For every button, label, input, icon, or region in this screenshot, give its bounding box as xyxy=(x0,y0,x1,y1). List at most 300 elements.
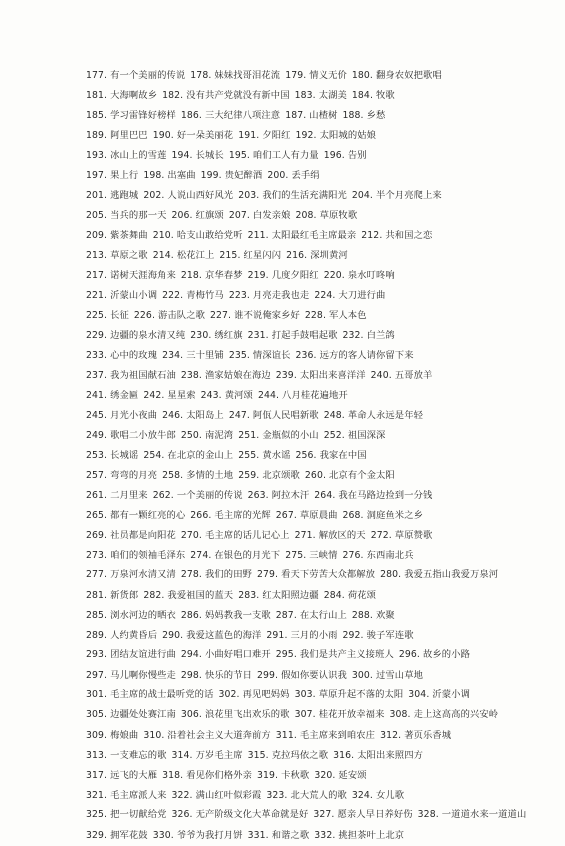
song-title: 诺树天涯海角来 xyxy=(110,270,176,281)
song-item xyxy=(181,430,233,441)
song-number: 195. xyxy=(228,150,250,161)
song-item xyxy=(238,590,319,601)
song-title: 北京有个金太阳 xyxy=(329,470,395,481)
song-title: 我在马路边捡到一分钱 xyxy=(338,490,433,501)
song-title: 五哥放羊 xyxy=(394,370,433,381)
song-title: 京华春梦 xyxy=(205,270,243,281)
song-number: 316. xyxy=(333,750,355,761)
song-item xyxy=(162,90,289,101)
song-title: 泉水叮咚响 xyxy=(347,270,395,281)
song-item xyxy=(86,830,148,841)
song-number: 325. xyxy=(86,809,108,820)
song-item xyxy=(181,610,271,621)
song-number: 274. xyxy=(190,550,212,561)
song-number: 281. xyxy=(86,590,108,601)
song-title: 克拉玛依之歌 xyxy=(271,750,329,761)
song-item xyxy=(257,569,375,580)
song-number: 243. xyxy=(200,390,222,401)
song-number: 180. xyxy=(351,70,373,81)
song-item xyxy=(229,150,319,161)
song-list-line xyxy=(86,426,543,446)
song-title: 大刀进行曲 xyxy=(338,290,386,301)
song-title: 三月的小雨 xyxy=(290,630,338,641)
song-number: 278. xyxy=(180,569,202,580)
song-list-line xyxy=(86,286,543,306)
song-title: 女儿歌 xyxy=(376,790,405,801)
song-item xyxy=(371,530,433,541)
song-number: 330. xyxy=(152,830,174,841)
song-number: 285. xyxy=(86,610,108,621)
song-number: 289. xyxy=(86,630,108,641)
song-title: 有一个美丽的传说 xyxy=(110,70,186,81)
song-item xyxy=(86,230,148,241)
song-number: 179. xyxy=(285,70,307,81)
song-number: 215. xyxy=(219,250,241,261)
song-title: 二月里来 xyxy=(110,490,148,501)
song-number: 276. xyxy=(342,550,364,561)
song-list-line xyxy=(86,206,543,226)
song-number: 304. xyxy=(408,689,430,700)
song-item xyxy=(314,290,385,301)
song-item xyxy=(181,569,252,580)
song-number: 227. xyxy=(210,310,232,321)
song-item xyxy=(153,130,234,141)
song-title: 深圳黄河 xyxy=(310,250,348,261)
song-item xyxy=(86,90,157,101)
song-title: 欢聚 xyxy=(376,610,395,621)
song-title: 一道道水来一道道山 xyxy=(441,809,527,820)
song-title: 阿拉木汗 xyxy=(271,490,310,501)
song-list-line xyxy=(86,126,543,146)
song-item xyxy=(201,390,253,401)
song-list-line xyxy=(86,626,543,646)
song-title: 北大荒人的歌 xyxy=(290,790,347,801)
song-number: 280. xyxy=(380,569,402,580)
song-item xyxy=(86,190,138,201)
song-number: 272. xyxy=(370,530,392,541)
song-number: 239. xyxy=(275,370,297,381)
song-number: 224. xyxy=(314,290,336,301)
song-number: 266. xyxy=(190,510,212,521)
song-item xyxy=(389,709,498,720)
song-number: 220. xyxy=(323,270,345,281)
song-item xyxy=(201,170,263,181)
song-number: 221. xyxy=(86,290,108,301)
song-item xyxy=(352,610,395,621)
song-item xyxy=(343,550,414,561)
song-item xyxy=(295,530,366,541)
song-number: 297. xyxy=(86,670,108,681)
song-item xyxy=(153,490,243,501)
song-item xyxy=(276,370,366,381)
song-number: 284. xyxy=(323,590,345,601)
song-item xyxy=(295,709,385,720)
song-number: 327. xyxy=(313,809,335,820)
song-number: 310. xyxy=(143,730,165,741)
song-title: 太阳岛上 xyxy=(186,410,224,421)
song-number: 257. xyxy=(86,470,108,481)
song-title: 打起手鼓唱起歌 xyxy=(271,330,338,341)
song-title: 好一朵美丽花 xyxy=(176,130,234,141)
song-title: 贵妃醉酒 xyxy=(224,170,263,181)
song-item xyxy=(285,110,337,121)
song-list-line xyxy=(86,226,543,246)
song-item xyxy=(238,470,300,481)
song-title: 毛主席的战士最听党的话 xyxy=(110,689,214,700)
song-number: 256. xyxy=(295,450,317,461)
song-item xyxy=(238,430,319,441)
song-title: 红旗颂 xyxy=(195,210,224,221)
song-title: 红星闪闪 xyxy=(243,250,282,261)
song-item xyxy=(143,170,195,181)
song-number: 295. xyxy=(275,649,297,660)
song-number: 258. xyxy=(162,470,184,481)
song-item xyxy=(162,290,224,301)
song-item xyxy=(352,190,442,201)
song-number: 264. xyxy=(314,490,336,501)
song-item xyxy=(343,110,386,121)
song-item xyxy=(86,430,176,441)
song-list-line xyxy=(86,66,543,86)
song-number: 223. xyxy=(228,290,250,301)
song-title: 哈支山敢给党听 xyxy=(176,230,243,241)
song-item xyxy=(285,70,347,81)
song-item xyxy=(86,330,185,341)
song-item xyxy=(408,689,470,700)
song-title: 浏水河边的晒衣 xyxy=(110,610,176,621)
song-item xyxy=(248,750,329,761)
song-number: 321. xyxy=(86,790,108,801)
song-item xyxy=(324,270,395,281)
song-item xyxy=(343,330,395,341)
song-item xyxy=(276,510,338,521)
song-number: 217. xyxy=(86,270,108,281)
song-title: 渔家姑娘在海边 xyxy=(205,370,271,381)
song-title: 出塞曲 xyxy=(167,170,196,181)
song-title: 新货郎 xyxy=(110,590,139,601)
song-item xyxy=(324,150,367,161)
song-list-line xyxy=(86,506,543,526)
song-number: 192. xyxy=(295,130,317,141)
song-item xyxy=(190,510,271,521)
song-title: 黄河颂 xyxy=(224,390,253,401)
song-item xyxy=(324,410,423,421)
song-title: 都有一颗红亮的心 xyxy=(110,510,186,521)
song-number: 317. xyxy=(86,770,108,781)
song-number: 202. xyxy=(143,190,165,201)
song-title: 弯弯的月亮 xyxy=(110,470,158,481)
song-title: 白发亲娘 xyxy=(252,210,291,221)
song-item xyxy=(285,550,337,561)
song-title: 告别 xyxy=(347,150,367,161)
song-item xyxy=(86,569,176,580)
song-item xyxy=(258,390,348,401)
song-list-line xyxy=(86,606,543,626)
song-number: 314. xyxy=(171,750,193,761)
song-title: 一支难忘的歌 xyxy=(110,750,167,761)
song-number: 208. xyxy=(295,210,317,221)
song-item xyxy=(295,90,347,101)
song-title: 远方的客人请你留下来 xyxy=(319,350,414,361)
song-title: 心中的玫瑰 xyxy=(110,350,158,361)
song-title: 祖国深深 xyxy=(347,430,386,441)
song-title: 太阳城的姑娘 xyxy=(319,130,377,141)
song-number: 193. xyxy=(86,150,108,161)
song-item xyxy=(162,630,261,641)
song-title: 沂蒙山小调 xyxy=(110,290,158,301)
song-item xyxy=(295,689,404,700)
song-number: 189. xyxy=(86,130,108,141)
song-number: 238. xyxy=(180,370,202,381)
song-title: 荷花颂 xyxy=(347,590,377,601)
song-item xyxy=(143,390,195,401)
song-item xyxy=(162,350,224,361)
song-list-line xyxy=(86,746,543,766)
song-title: 洞庭鱼米之乡 xyxy=(366,510,423,521)
song-title: 草原赞歌 xyxy=(394,530,433,541)
song-number: 187. xyxy=(285,110,307,121)
song-title: 草原牧歌 xyxy=(319,210,358,221)
song-title: 八月桂花遍地开 xyxy=(282,390,348,401)
song-title: 革命人永远是年轻 xyxy=(347,410,423,421)
song-title: 我爱五指山我爱万泉河 xyxy=(404,569,499,580)
song-title: 爷爷为我打月饼 xyxy=(176,830,243,841)
song-title: 马儿啊你慢些走 xyxy=(110,670,176,681)
song-number: 212. xyxy=(361,230,383,241)
song-number: 194. xyxy=(171,150,193,161)
song-number: 228. xyxy=(304,310,327,321)
song-number: 331. xyxy=(247,830,269,841)
song-list-line xyxy=(86,326,543,346)
song-number: 222. xyxy=(162,290,184,301)
song-number: 329. xyxy=(86,830,108,841)
song-number: 216. xyxy=(286,250,308,261)
song-number: 298. xyxy=(180,670,202,681)
song-number: 292. xyxy=(342,630,364,641)
song-item xyxy=(418,809,527,820)
song-title: 人说山西好风光 xyxy=(167,190,234,201)
song-number: 233. xyxy=(86,350,108,361)
song-list-line xyxy=(86,446,543,466)
song-title: 冰山上的雪莲 xyxy=(110,150,167,161)
song-list-line xyxy=(86,766,543,786)
song-number: 305. xyxy=(86,709,108,720)
song-number: 282. xyxy=(143,590,165,601)
song-number: 181. xyxy=(86,90,108,101)
song-title: 人约黄昏后 xyxy=(110,630,158,641)
song-item xyxy=(352,790,404,801)
song-number: 210. xyxy=(152,230,174,241)
song-number: 203. xyxy=(238,190,260,201)
song-number: 307. xyxy=(294,709,316,720)
song-item xyxy=(276,730,375,741)
song-number: 237. xyxy=(86,370,108,381)
song-number: 245. xyxy=(86,410,108,421)
song-title: 逃跑城 xyxy=(110,190,139,201)
song-number: 241. xyxy=(86,390,108,401)
song-title: 长城谣 xyxy=(110,450,139,461)
song-title: 学习雷锋好榜样 xyxy=(110,110,176,121)
song-title: 歌唱二小放牛郎 xyxy=(110,430,176,441)
song-item xyxy=(86,470,157,481)
song-item xyxy=(238,190,347,201)
song-item xyxy=(143,190,233,201)
song-number: 182. xyxy=(162,90,184,101)
song-item xyxy=(86,610,176,621)
song-item xyxy=(172,809,309,820)
song-number: 199. xyxy=(200,170,222,181)
song-item xyxy=(86,730,138,741)
song-title: 北京颂歌 xyxy=(262,470,300,481)
song-title: 再见吧妈妈 xyxy=(242,689,290,700)
song-number: 188. xyxy=(342,110,364,121)
song-title: 乡愁 xyxy=(366,110,386,121)
song-item xyxy=(86,490,148,501)
song-item xyxy=(190,330,242,341)
song-number: 248. xyxy=(323,410,345,421)
song-number: 261. xyxy=(86,490,108,501)
song-item xyxy=(162,770,252,781)
song-number: 283. xyxy=(238,590,260,601)
song-number: 259. xyxy=(238,470,260,481)
song-list-line xyxy=(86,86,543,106)
song-item xyxy=(86,750,167,761)
song-item xyxy=(248,230,357,241)
song-title: 几度夕阳红 xyxy=(271,270,319,281)
song-number: 302. xyxy=(218,689,240,700)
song-title: 社员都是向阳花 xyxy=(110,530,176,541)
song-number: 251. xyxy=(238,430,260,441)
song-item xyxy=(172,790,262,801)
song-number: 268. xyxy=(342,510,364,521)
song-item xyxy=(296,350,414,361)
song-item xyxy=(333,750,423,761)
song-number: 204. xyxy=(351,190,373,201)
song-number: 322. xyxy=(171,790,193,801)
song-item xyxy=(86,450,138,461)
song-item xyxy=(86,670,176,681)
song-number: 250. xyxy=(180,430,202,441)
song-title: 草原之歌 xyxy=(110,250,148,261)
song-number: 308. xyxy=(389,709,411,720)
song-item xyxy=(86,130,148,141)
song-title: 青梅竹马 xyxy=(186,290,224,301)
song-title: 在银色的月光下 xyxy=(214,550,281,561)
song-item xyxy=(181,110,280,121)
song-title: 和谐之歌 xyxy=(271,830,310,841)
song-title: 看见你们格外亲 xyxy=(186,770,252,781)
song-list-line xyxy=(86,646,543,663)
song-title: 毛主席的话儿记心上 xyxy=(205,530,290,541)
song-title: 绣金匾 xyxy=(110,390,139,401)
song-title: 沂蒙小调 xyxy=(432,689,470,700)
song-title: 黄水谣 xyxy=(262,450,291,461)
song-number: 225. xyxy=(86,310,108,321)
song-number: 214. xyxy=(152,250,174,261)
song-item xyxy=(86,390,138,401)
song-title: 当兵的那一天 xyxy=(110,210,167,221)
song-number: 311. xyxy=(275,730,297,741)
song-number: 263. xyxy=(247,490,269,501)
song-title: 看天下劳苦大众都解放 xyxy=(281,569,376,580)
song-title: 我家在中国 xyxy=(319,450,367,461)
song-number: 318. xyxy=(162,770,184,781)
song-item xyxy=(248,830,310,841)
song-number: 332. xyxy=(314,830,336,841)
song-title: 夕阳红 xyxy=(262,130,291,141)
song-title: 三大纪律八项注意 xyxy=(205,110,281,121)
song-number: 260. xyxy=(304,470,327,481)
song-list-line xyxy=(86,186,543,206)
song-list-line xyxy=(86,786,543,806)
song-number: 183. xyxy=(294,90,316,101)
song-item xyxy=(248,330,338,341)
song-item xyxy=(86,310,129,321)
song-item xyxy=(86,290,157,301)
song-number: 252. xyxy=(323,430,345,441)
song-number: 244. xyxy=(257,390,280,401)
song-item xyxy=(181,649,271,660)
song-item xyxy=(86,709,176,720)
song-list-line xyxy=(86,666,543,686)
song-list-line xyxy=(86,166,543,186)
song-item xyxy=(238,450,290,461)
song-list-line xyxy=(86,266,543,286)
song-list-line xyxy=(86,686,543,703)
song-title: 桂花开放幸福来 xyxy=(318,709,385,720)
song-item xyxy=(181,530,290,541)
song-number: 323. xyxy=(266,790,288,801)
song-item xyxy=(86,649,176,660)
song-number: 265. xyxy=(86,510,108,521)
song-number: 247. xyxy=(228,410,250,421)
song-title: 把一切献给党 xyxy=(110,809,167,820)
song-number: 275. xyxy=(285,550,307,561)
song-item xyxy=(305,310,367,321)
song-number: 230. xyxy=(190,330,212,341)
song-title: 太阳最红毛主席最亲 xyxy=(271,230,357,241)
song-item xyxy=(380,730,451,741)
song-number: 306. xyxy=(180,709,202,720)
song-number: 197. xyxy=(86,170,108,181)
song-item xyxy=(229,210,291,221)
song-list-line xyxy=(86,466,543,486)
song-number: 270. xyxy=(180,530,202,541)
song-item xyxy=(324,590,376,601)
song-title: 无产阶级文化大革命就是好 xyxy=(195,809,309,820)
song-title: 多情的土地 xyxy=(186,470,234,481)
song-number: 313. xyxy=(86,750,108,761)
song-item xyxy=(305,470,395,481)
song-title: 丢手绢 xyxy=(291,170,320,181)
song-number: 246. xyxy=(162,410,184,421)
song-item xyxy=(229,350,291,361)
song-number: 206. xyxy=(171,210,193,221)
song-number: 324. xyxy=(351,790,373,801)
song-list-line xyxy=(86,706,543,723)
song-number: 191. xyxy=(238,130,260,141)
song-title: 共和国之恋 xyxy=(385,230,433,241)
song-title: 金瓶似的小山 xyxy=(262,430,319,441)
song-title: 故乡的小路 xyxy=(422,649,470,660)
song-title: 咱们工人有力量 xyxy=(252,150,319,161)
song-title: 长城长 xyxy=(195,150,224,161)
song-title: 绣红旗 xyxy=(214,330,243,341)
song-title: 星星索 xyxy=(167,390,196,401)
song-title: 边疆处处赛江南 xyxy=(110,709,176,720)
song-item xyxy=(86,370,176,381)
song-title: 草原晨曲 xyxy=(299,510,338,521)
